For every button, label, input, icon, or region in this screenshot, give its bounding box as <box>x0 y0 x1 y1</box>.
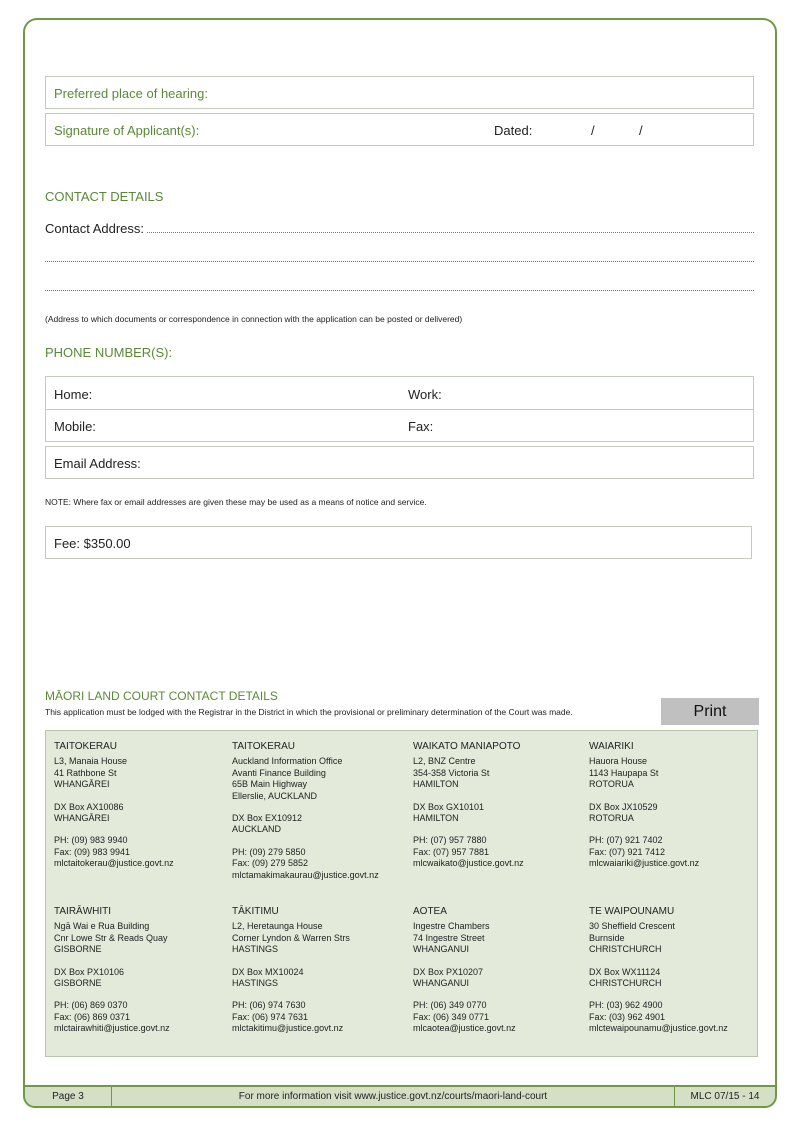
court-address-line: L3, Manaia House <box>54 756 128 767</box>
court-address-line: GISBORNE <box>54 944 102 955</box>
court-address-line: Avanti Finance Building <box>232 767 326 778</box>
court-phone: Fax: (06) 349 0771 <box>413 1011 490 1022</box>
court-dx-line: WHANGANUI <box>413 978 469 989</box>
court-address-line: Ingestre Chambers <box>413 921 490 932</box>
court-phone: PH: (06) 974 7630 <box>232 1000 306 1011</box>
footer-info-link[interactable]: For more information visit www.justice.govt.nz/courts/maori-land-court <box>112 1087 675 1106</box>
notice-note: NOTE: Where fax or email addresses are given these may be used as a means of notice and service. <box>45 497 427 507</box>
fax-field[interactable]: Fax: <box>408 419 434 434</box>
work-field[interactable]: Work: <box>408 387 442 402</box>
court-entry <box>54 906 170 1035</box>
court-address-line: Corner Lyndon & Warren Strs <box>232 932 350 943</box>
contact-heading: CONTACT DETAILS <box>45 189 164 204</box>
court-address-line: 74 Ingestre Street <box>413 932 485 943</box>
court-address-line: 354-358 Victoria St <box>413 767 490 778</box>
court-address-line: HAMILTON <box>413 779 459 790</box>
phone-heading: PHONE NUMBER(S): <box>45 345 173 360</box>
court-dx-line: DX Box WX11124 <box>589 966 661 977</box>
court-entry <box>413 741 524 870</box>
court-address-line: 41 Rathbone St <box>54 767 117 778</box>
court-address-line: WHANGĀREI <box>54 779 110 790</box>
print-button[interactable]: Print <box>661 698 759 725</box>
court-phone: Fax: (09) 279 5852 <box>232 858 309 869</box>
court-address-line: HASTINGS <box>232 944 279 955</box>
address-line[interactable] <box>45 290 754 291</box>
court-name: TAITOKERAU <box>232 741 295 752</box>
date-separator: / <box>639 123 643 138</box>
court-entry <box>589 741 699 870</box>
court-phone: PH: (06) 869 0370 <box>54 1000 128 1011</box>
signature-label: Signature of Applicant(s): <box>54 123 200 138</box>
court-phone: PH: (09) 279 5850 <box>232 846 306 857</box>
court-phone: Fax: (06) 974 7631 <box>232 1011 309 1022</box>
court-address-line: Auckland Information Office <box>232 756 343 767</box>
court-email[interactable]: mlcwaikato@justice.govt.nz <box>413 858 524 869</box>
court-name: TE WAIPOUNAMU <box>589 906 675 917</box>
dated-label: Dated: <box>494 123 533 138</box>
court-entry <box>232 906 350 1035</box>
court-dx-line: ROTORUA <box>589 813 634 824</box>
court-email[interactable]: mlctakitimu@justice.govt.nz <box>232 1023 344 1034</box>
court-address-line: L2, Heretaunga House <box>232 921 323 932</box>
email-label: Email Address: <box>54 456 141 471</box>
court-phone: Fax: (06) 869 0371 <box>54 1011 131 1022</box>
court-address-line: Ngā Wai e Rua Building <box>54 921 150 932</box>
court-phone: Fax: (09) 983 9941 <box>54 846 131 857</box>
court-address-line: Hauora House <box>589 756 648 767</box>
footer <box>23 1085 777 1108</box>
fee-label: Fee: $350.00 <box>54 536 131 551</box>
court-dx-line: DX Box MX10024 <box>232 966 304 977</box>
court-name: TAITOKERAU <box>54 741 117 752</box>
courts-heading: MĀORI LAND COURT CONTACT DETAILS <box>45 689 278 703</box>
court-dx-line: DX Box JX10529 <box>589 801 658 812</box>
court-phone: Fax: (07) 957 7881 <box>413 846 490 857</box>
address-line[interactable] <box>45 232 754 233</box>
courts-panel <box>45 730 758 1057</box>
phone-box <box>45 376 754 442</box>
court-dx-line: DX Box GX10101 <box>413 801 485 812</box>
court-address-line: Burnside <box>589 932 625 943</box>
court-address-line: Cnr Lowe Str & Reads Quay <box>54 932 168 943</box>
court-dx-line: WHANGĀREI <box>54 813 110 824</box>
court-dx-line: CHRISTCHURCH <box>589 978 662 989</box>
hearing-label: Preferred place of hearing: <box>54 86 208 101</box>
mobile-field[interactable]: Mobile: <box>54 419 96 434</box>
court-phone: PH: (06) 349 0770 <box>413 1000 487 1011</box>
court-entry <box>589 906 728 1035</box>
court-phone: Fax: (07) 921 7412 <box>589 846 666 857</box>
court-name: TAIRĀWHITI <box>54 906 112 917</box>
court-email[interactable]: mlctaitokerau@justice.govt.nz <box>54 858 174 869</box>
court-entry <box>413 906 516 1035</box>
court-phone: PH: (03) 962 4900 <box>589 1000 663 1011</box>
signature-field[interactable] <box>45 113 754 146</box>
court-dx-line: DX Box AX10086 <box>54 801 124 812</box>
email-field[interactable] <box>45 446 754 479</box>
court-phone: PH: (07) 921 7402 <box>589 835 663 846</box>
form-code: MLC 07/15 - 14 <box>690 1091 760 1102</box>
courts-intro: This application must be lodged with the Registrar in the District in which the provisional or preliminary determination of the Court was made. <box>45 707 573 717</box>
hearing-field[interactable] <box>45 76 754 109</box>
court-address-line: ROTORUA <box>589 779 634 790</box>
court-name: AOTEA <box>413 906 447 917</box>
court-name: WAIKATO MANIAPOTO <box>413 741 521 752</box>
address-line[interactable] <box>45 261 754 262</box>
court-email[interactable]: mlctamakimakaurau@justice.govt.nz <box>232 869 379 880</box>
page-number: Page 3 <box>25 1087 112 1106</box>
court-address-line: 30 Sheffield Crescent <box>589 921 675 932</box>
court-name: TĀKITIMU <box>232 906 279 917</box>
court-address-line: L2, BNZ Centre <box>413 756 476 767</box>
court-phone: PH: (07) 957 7880 <box>413 835 487 846</box>
court-dx-line: HASTINGS <box>232 978 279 989</box>
contact-address-label: Contact Address: <box>45 221 147 236</box>
court-dx-line: DX Box PX10207 <box>413 966 484 977</box>
court-entry <box>232 741 379 881</box>
court-dx-line: GISBORNE <box>54 978 102 989</box>
court-address-line: CHRISTCHURCH <box>589 944 662 955</box>
court-dx-line: DX Box EX10912 <box>232 813 303 824</box>
court-email[interactable]: mlctairawhiti@justice.govt.nz <box>54 1023 170 1034</box>
court-email[interactable]: mlcaotea@justice.govt.nz <box>413 1023 516 1034</box>
court-email[interactable]: mlctewaipounamu@justice.govt.nz <box>589 1023 728 1034</box>
court-entry <box>54 741 174 870</box>
court-dx-line: DX Box PX10106 <box>54 966 125 977</box>
address-note: (Address to which documents or correspondence in connection with the application can be posted or delivered) <box>45 314 463 324</box>
court-address-line: 1143 Haupapa St <box>589 767 659 778</box>
date-separator: / <box>591 123 595 138</box>
home-field[interactable]: Home: <box>54 387 93 402</box>
court-phone: PH: (09) 983 9940 <box>54 835 128 846</box>
fee-box <box>45 526 752 559</box>
court-phone: Fax: (03) 962 4901 <box>589 1011 666 1022</box>
court-address-line: 65B Main Highway <box>232 779 308 790</box>
court-dx-line: AUCKLAND <box>232 824 282 835</box>
court-dx-line: HAMILTON <box>413 813 459 824</box>
court-address-line: Ellerslie, AUCKLAND <box>232 790 318 801</box>
court-address-line: WHANGANUI <box>413 944 469 955</box>
court-name: WAIARIKI <box>589 741 634 752</box>
court-email[interactable]: mlcwaiariki@justice.govt.nz <box>589 858 700 869</box>
